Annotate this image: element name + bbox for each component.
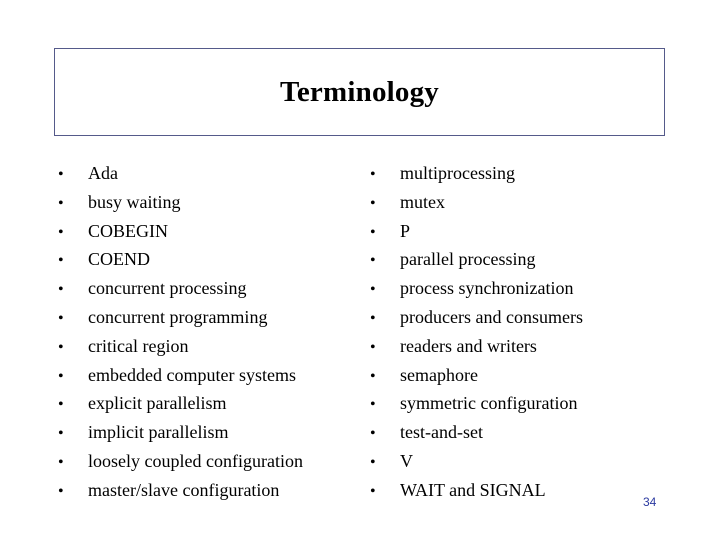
term-label: embedded computer systems	[88, 364, 296, 385]
bullet-icon: •	[370, 453, 376, 471]
list-item	[370, 476, 583, 505]
list-item	[370, 274, 583, 303]
list-item	[58, 303, 303, 332]
list-item	[370, 418, 583, 447]
term-label: parallel processing	[400, 249, 536, 270]
list-item	[58, 217, 303, 246]
list-item	[58, 274, 303, 303]
term-label: WAIT and SIGNAL	[400, 479, 546, 500]
bullet-icon: •	[58, 166, 64, 183]
list-item	[370, 159, 583, 188]
bullet-icon: •	[370, 223, 376, 241]
list-item	[370, 217, 583, 246]
term-label: explicit parallelism	[88, 393, 227, 414]
bullet-icon: •	[370, 367, 376, 385]
list-item	[370, 447, 583, 476]
term-label: multiprocessing	[400, 163, 515, 183]
list-item	[58, 361, 303, 390]
term-label: mutex	[400, 191, 445, 212]
list-item	[58, 159, 303, 188]
bullet-icon: •	[58, 338, 64, 356]
term-label: critical region	[88, 335, 189, 356]
list-item	[58, 476, 303, 505]
list-item	[370, 188, 583, 217]
bullet-icon: •	[370, 309, 376, 327]
term-label: symmetric configuration	[400, 393, 578, 414]
slide-title: Terminology	[279, 75, 440, 108]
term-label: COBEGIN	[88, 220, 168, 241]
bullet-icon: •	[58, 367, 64, 385]
bullet-icon: •	[370, 338, 376, 356]
bullet-icon: •	[58, 309, 64, 327]
bullet-icon: •	[370, 281, 376, 299]
list-item	[58, 447, 303, 476]
term-label: producers and consumers	[400, 306, 583, 327]
term-label: test-and-set	[400, 422, 483, 443]
title-box	[54, 48, 665, 136]
bullet-icon: •	[58, 482, 64, 500]
page-number: 34	[643, 495, 657, 509]
term-label: COEND	[88, 249, 150, 270]
bullet-icon: •	[370, 166, 376, 183]
bullet-icon: •	[58, 281, 64, 299]
bullet-icon: •	[370, 425, 376, 443]
term-label: loosely coupled configuration	[88, 450, 303, 471]
list-item	[58, 418, 303, 447]
term-label: semaphore	[400, 364, 478, 385]
bullet-icon: •	[370, 396, 376, 414]
term-label: busy waiting	[88, 191, 181, 212]
list-item	[370, 332, 583, 361]
list-item	[58, 389, 303, 418]
term-label: Ada	[88, 163, 118, 183]
term-label: readers and writers	[400, 335, 537, 356]
bullet-icon: •	[58, 223, 64, 241]
list-item	[370, 303, 583, 332]
right-term-list	[370, 159, 583, 505]
left-term-list	[58, 159, 303, 505]
term-label: V	[400, 450, 413, 471]
list-item	[370, 245, 583, 274]
bullet-icon: •	[58, 252, 64, 270]
term-label: master/slave configuration	[88, 479, 280, 500]
term-label: P	[400, 220, 411, 241]
bullet-icon: •	[370, 482, 376, 500]
list-item	[58, 245, 303, 274]
term-label: implicit parallelism	[88, 422, 229, 443]
bullet-icon: •	[58, 396, 64, 414]
list-item	[58, 332, 303, 361]
term-label: concurrent processing	[88, 278, 247, 299]
list-item	[58, 188, 303, 217]
bullet-icon: •	[370, 194, 376, 212]
bullet-icon: •	[58, 453, 64, 471]
list-item	[370, 361, 583, 390]
bullet-icon: •	[58, 194, 64, 212]
term-label: concurrent programming	[88, 306, 268, 327]
bullet-icon: •	[58, 425, 64, 443]
list-item	[370, 389, 583, 418]
bullet-icon: •	[370, 252, 376, 270]
term-label: process synchronization	[400, 278, 574, 299]
